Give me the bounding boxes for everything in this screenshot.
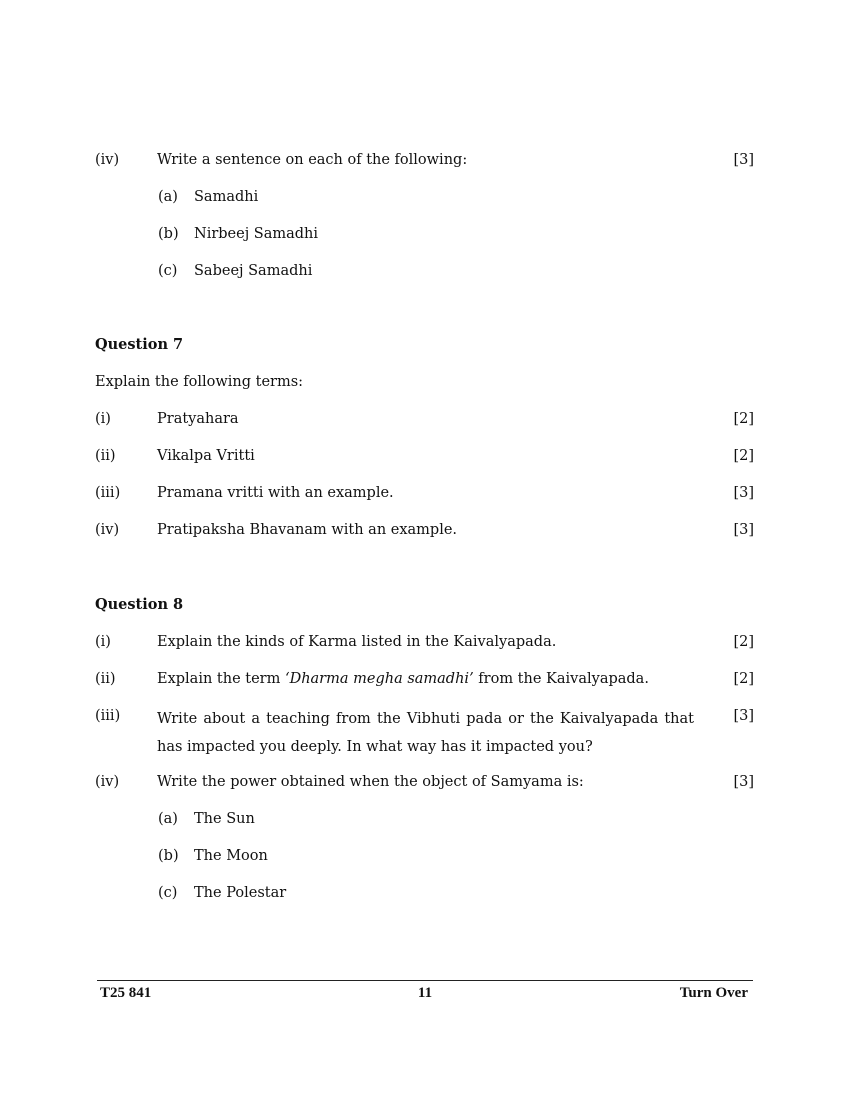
item-marks: [3]: [733, 485, 754, 501]
item-text-italic-term: ‘Dharma megha samadhi’: [284, 671, 474, 687]
question-heading: Question 7: [95, 336, 184, 353]
sub-text: The Sun: [194, 811, 255, 827]
q6-sub-a: [0, 185, 850, 209]
sub-label: (b): [158, 848, 179, 864]
item-text: [157, 667, 649, 691]
item-number: (iv): [95, 774, 120, 790]
item-number: (i): [95, 634, 111, 650]
sub-text: Samadhi: [194, 189, 259, 205]
item-number: (i): [95, 411, 111, 427]
q7-heading-row: [0, 333, 850, 357]
sub-text: Nirbeej Samadhi: [194, 226, 319, 242]
q8-heading-row: [0, 593, 850, 617]
item-number: (iii): [95, 485, 121, 501]
item-marks: [3]: [733, 522, 754, 538]
sub-text: Sabeej Samadhi: [194, 263, 313, 279]
sub-text: The Polestar: [194, 885, 287, 901]
turn-over-label: Turn Over: [679, 985, 748, 1001]
item-number: (iv): [95, 522, 120, 538]
item-text: Pratyahara: [157, 411, 239, 427]
item-marks: [2]: [733, 411, 754, 427]
q8-sub-a: [0, 807, 850, 831]
item-marks: [2]: [733, 634, 754, 650]
item-text: Pratipaksha Bhavanam with an example.: [157, 522, 458, 538]
q7-item-iii: [0, 481, 850, 505]
q8-item-iv: [0, 770, 850, 794]
q8-sub-c: [0, 881, 850, 905]
item-marks: [3]: [733, 774, 754, 790]
item-text-wrapped: Write about a teaching from the Vibhuti pada or the Kaivalyapada that has impacted you deeply. In what way has it impacted you?: [157, 711, 694, 755]
item-text: Explain the kinds of Karma listed in the Kaivalyapada.: [157, 634, 557, 650]
question-heading: Question 8: [95, 596, 184, 613]
item-marks: [3]: [733, 152, 754, 168]
sub-text: The Moon: [194, 848, 268, 864]
q8-item-i: [0, 630, 850, 654]
q8-item-ii: [0, 667, 850, 691]
footer-divider: [97, 980, 753, 981]
item-marks: [2]: [733, 448, 754, 464]
q7-intro-row: [0, 370, 850, 394]
q7-item-ii: [0, 444, 850, 468]
sub-label: (b): [158, 226, 179, 242]
q6-sub-c: [0, 259, 850, 283]
paper-code: T25 841: [100, 985, 152, 1001]
q7-item-iv: [0, 518, 850, 542]
item-number: (ii): [95, 671, 116, 687]
item-number: (ii): [95, 448, 116, 464]
q6-sub-b: [0, 222, 850, 246]
sub-label: (a): [158, 811, 178, 827]
item-text: Write a sentence on each of the following:: [157, 152, 468, 168]
item-text: Pramana vritti with an example.: [157, 485, 394, 501]
page-number: 11: [417, 985, 433, 1001]
sub-label: (a): [158, 189, 178, 205]
item-text-before: Explain the term: [157, 671, 281, 687]
item-marks: [3]: [733, 708, 754, 724]
item-text: Write the power obtained when the object of Samyama is:: [157, 774, 584, 790]
q8-sub-b: [0, 844, 850, 868]
item-number: (iv): [95, 152, 120, 168]
item-number: (iii): [95, 708, 121, 724]
question-intro: Explain the following terms:: [95, 374, 304, 390]
item-marks: [2]: [733, 671, 754, 687]
q6-item-iv: [0, 148, 850, 172]
q7-item-i: [0, 407, 850, 431]
item-text: Vikalpa Vritti: [157, 448, 255, 464]
item-text-after: from the Kaivalyapada.: [478, 671, 649, 687]
sub-label: (c): [158, 263, 178, 279]
sub-label: (c): [158, 885, 178, 901]
